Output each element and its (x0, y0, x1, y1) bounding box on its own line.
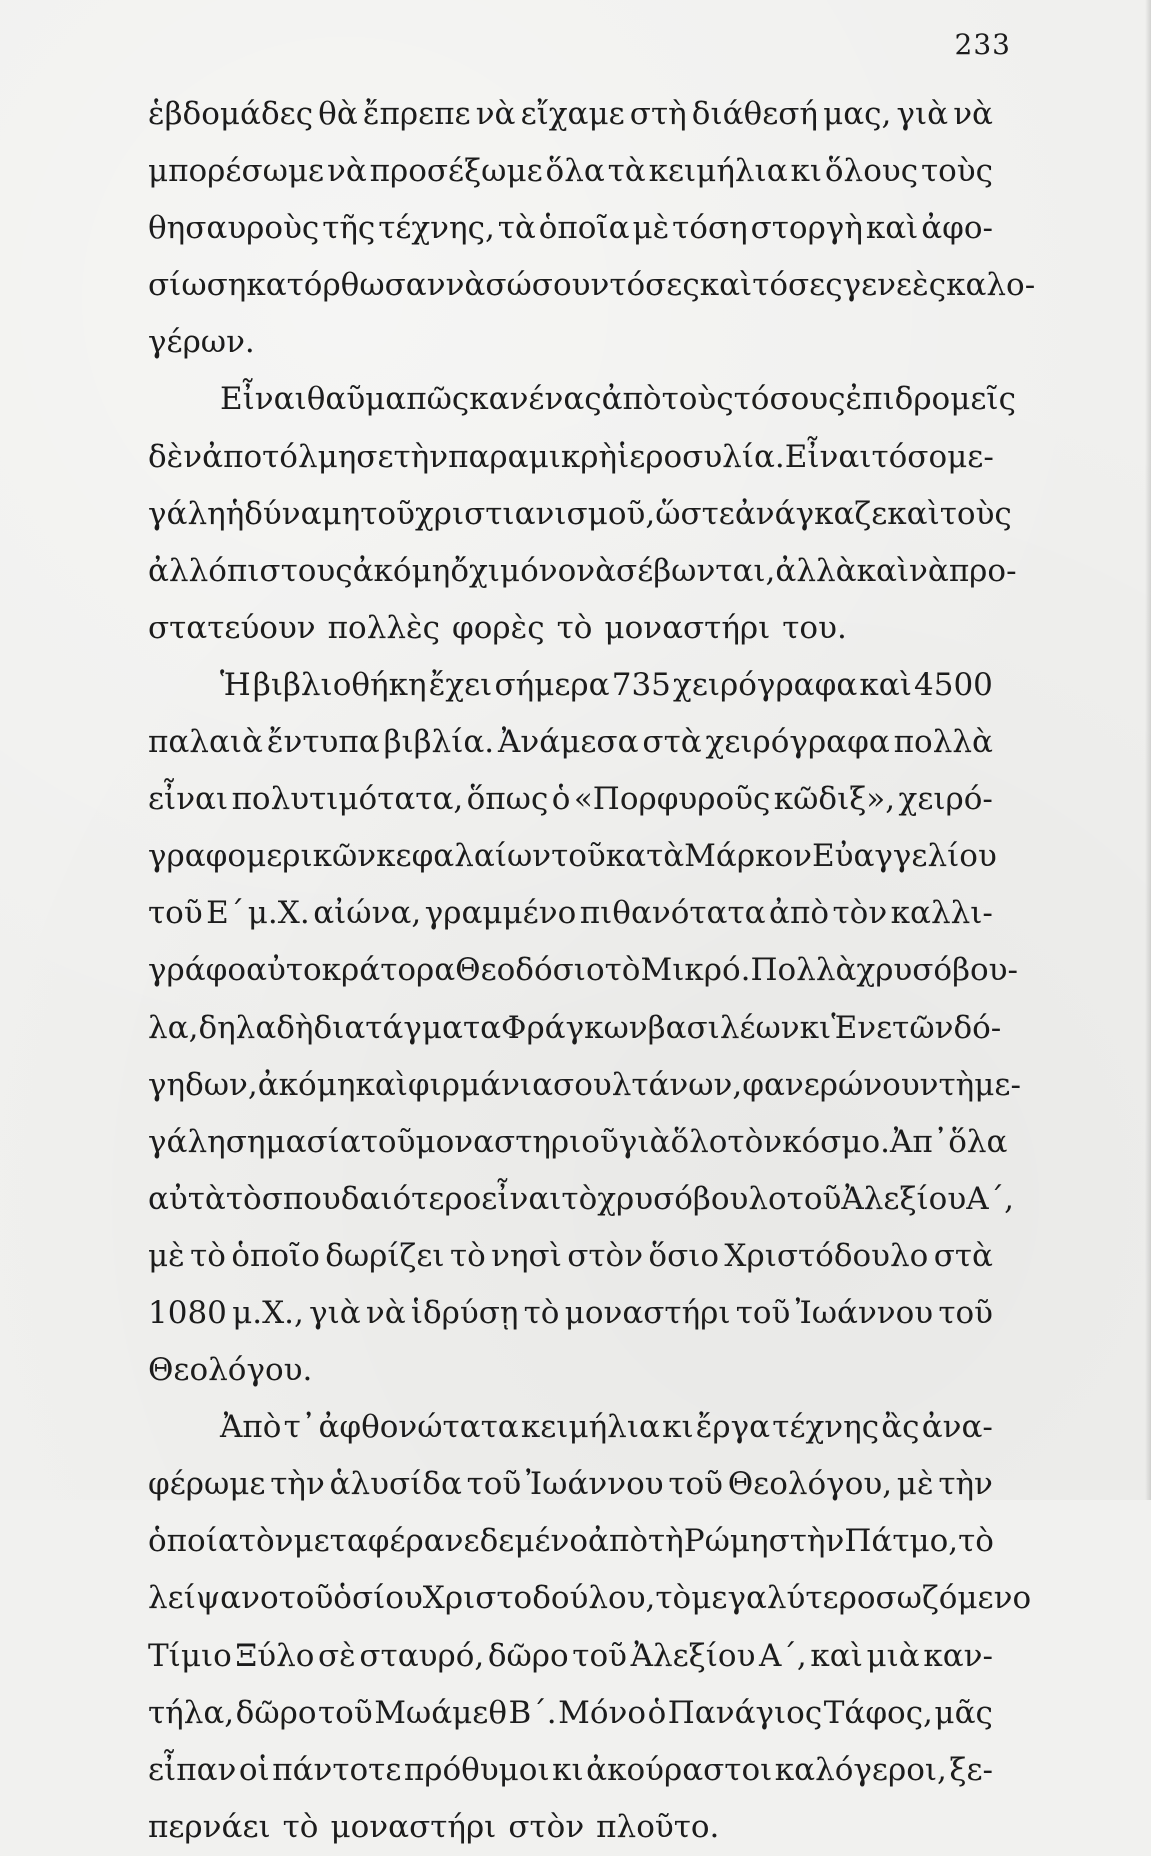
word: βιβλιοθήκη (252, 666, 427, 703)
word: τοῦ (278, 1580, 334, 1617)
word: ἂς (881, 1409, 920, 1446)
word: αὐτὰ (148, 1180, 226, 1217)
word: μὲ (896, 1466, 934, 1503)
word: τὴ (938, 1066, 975, 1103)
word: ὅλους (824, 153, 919, 190)
text-line (148, 543, 1017, 600)
word: Ξύλο (235, 1637, 315, 1674)
word: προ- (948, 552, 1017, 589)
word: «Πορφυροῦς (573, 781, 771, 818)
word: μοναστήρι (564, 1294, 731, 1331)
word: θαῦμα (306, 381, 407, 418)
word: σήμερα (494, 666, 610, 703)
text-line (148, 1228, 993, 1285)
word: ὄχι (450, 552, 500, 589)
word: τὸν (238, 1523, 294, 1560)
word: τοῦ (668, 1466, 723, 1503)
word: χειρό- (898, 781, 993, 818)
text-line (148, 885, 993, 942)
word: Ἀνάμεσα (498, 724, 639, 761)
word: τὴν (393, 438, 449, 475)
word: γενεὲς (842, 267, 947, 304)
body-text (148, 86, 1036, 1856)
word: ἀφο- (921, 210, 993, 247)
word: κι (790, 153, 823, 190)
word: γάλη (148, 495, 226, 532)
word: Ρώμη (683, 1523, 769, 1560)
word: τὸ (958, 1523, 994, 1560)
word: γιὰ (309, 1294, 361, 1331)
word: στατεύουν (148, 609, 316, 646)
word: με- (947, 438, 994, 475)
word: ἡ (225, 495, 245, 532)
word: στὸν (567, 1237, 644, 1274)
word: τόσες (609, 267, 700, 304)
word: νὰ (445, 267, 486, 304)
word: τὸ (561, 1180, 598, 1217)
word: ἀλλὰ (775, 552, 857, 589)
word: κῶδιξ», (773, 781, 896, 818)
word: διάθεσή (691, 96, 818, 132)
word: Ἡ (220, 666, 251, 703)
word: αὐτοκράτορα (246, 952, 456, 989)
word: ὁποῖο (231, 1237, 320, 1274)
word: τοῦ (735, 1294, 791, 1331)
page-number: 233 (954, 28, 1011, 61)
word: πολλὲς (327, 609, 440, 646)
word: γραφο (148, 838, 247, 875)
word: ἱεροσυλία. (617, 438, 785, 475)
word: κι (662, 1409, 694, 1446)
word: Ἰωάννου (526, 1466, 664, 1503)
text-line (148, 1342, 993, 1399)
word: ὅσιο (648, 1237, 720, 1274)
word: καὶ (810, 1637, 863, 1674)
word: τοῦ (572, 1637, 627, 1674)
word: Εἶναι (220, 381, 307, 418)
word: ξε- (949, 1751, 993, 1788)
word: ἱδρύσῃ (410, 1294, 519, 1331)
text-line (148, 1570, 1032, 1627)
word: βιβλία. (383, 724, 495, 761)
page-edge-shadow (1145, 0, 1151, 1500)
word: τοῦ (786, 1180, 842, 1217)
word: χρυσόβου- (856, 952, 1018, 989)
word: ἀφθονώτατα (318, 1409, 519, 1446)
word: γέρων. (148, 324, 255, 361)
text-line (148, 771, 993, 828)
word: Θεοδόσιο (455, 952, 605, 989)
word: καὶ (887, 495, 940, 532)
word: κειμήλια (520, 1409, 660, 1446)
word: ὅλα (545, 153, 605, 190)
word: γάλη (148, 1123, 226, 1160)
text-line (148, 600, 993, 657)
word: μιὰ (866, 1637, 920, 1674)
word: τοῦ (466, 1466, 522, 1503)
word: ἔργα (695, 1409, 771, 1446)
word: ὅλο (670, 1123, 728, 1160)
word: τὸ (523, 1294, 560, 1331)
word: τήλα, (148, 1694, 235, 1731)
word: μερικῶν (246, 838, 377, 875)
word: νησὶ (491, 1237, 562, 1274)
word: σωζόμενο (875, 1580, 1032, 1617)
word: ἀνάγκαζε (734, 495, 888, 532)
word: ἀλλόπιστους (148, 552, 353, 589)
word: καὶ (859, 666, 912, 703)
word: τοὺς (661, 381, 734, 418)
word: δηλαδὴ (198, 1009, 314, 1046)
word: μόνο (499, 552, 577, 589)
word: τὰ (607, 153, 646, 190)
word: Α΄, (759, 1637, 807, 1674)
word: τοῦ (938, 1294, 993, 1331)
word: σίωση (148, 267, 247, 304)
word: βασιλέων (647, 1009, 800, 1046)
word: Ἀπ᾽ (889, 1123, 949, 1160)
word: χριστιανισμοῦ, (414, 495, 656, 532)
word: πρόθυμοι (403, 1751, 550, 1788)
word: 735 (611, 666, 671, 703)
word: με- (974, 1066, 1021, 1103)
word: νὰ (909, 552, 949, 589)
word: παραμικρὴ (448, 438, 618, 475)
word: μ.Χ. (247, 895, 310, 932)
word: αἰώνα, (313, 895, 422, 932)
word: τ᾽ (283, 1409, 317, 1446)
word: φορὲς (452, 609, 545, 646)
word: οἱ (238, 1751, 270, 1788)
word: πλοῦτο. (596, 1808, 720, 1845)
word: κι (552, 1751, 584, 1788)
word: καλο- (946, 267, 1036, 304)
word: ὁποῖα (538, 210, 630, 247)
word: τὸν (727, 1123, 783, 1160)
word: καὶ (355, 1066, 408, 1103)
word: σημασία (225, 1123, 361, 1160)
text-line (148, 1456, 993, 1513)
word: μ.Χ., (232, 1294, 304, 1331)
word: παλαιὰ (148, 724, 263, 761)
word: τόσο (871, 438, 948, 475)
text-line (148, 1171, 1014, 1228)
word: Πολλὰ (750, 952, 857, 989)
word: στὰ (933, 1237, 993, 1274)
text-line (148, 657, 993, 714)
word: θησαυροὺς (148, 210, 320, 247)
word: κειμήλια (648, 153, 788, 190)
word: ἔχει (428, 666, 493, 703)
word: τὸ (225, 1180, 262, 1217)
word: τὸ (556, 609, 593, 646)
word: κόσμο. (782, 1123, 890, 1160)
text-line (148, 1000, 1002, 1057)
word: λείψανο (148, 1580, 279, 1617)
word: ἀκόμη (257, 1066, 356, 1103)
word: δωρίζει (325, 1237, 445, 1274)
word: τὸν (832, 895, 888, 932)
text-line (148, 200, 993, 257)
text-line (148, 1057, 1021, 1114)
word: Τάφος, (823, 1694, 933, 1731)
word: ὥστε (655, 495, 735, 532)
text-line (148, 143, 993, 200)
word: ἀπὸ (588, 1523, 649, 1560)
word: τόση (672, 210, 748, 247)
word: φιρμάνια (407, 1066, 554, 1103)
word: Μάρκον (684, 838, 812, 875)
word: διατάγματα (313, 1009, 502, 1046)
word: Χριστοδούλου, (422, 1580, 656, 1617)
word: τοὺς (939, 495, 1012, 532)
word: γιὰ (896, 96, 949, 132)
word: 1080 (148, 1294, 227, 1331)
word: Χριστόδουλο (724, 1237, 929, 1274)
text-line (148, 486, 1012, 543)
word: Φράγκων (501, 1009, 648, 1046)
text-line (148, 1628, 993, 1685)
word: μας, (823, 96, 892, 132)
word: 4500 (914, 666, 993, 703)
word: τὸ (449, 1237, 486, 1274)
word: Ἰωάννου (795, 1294, 934, 1331)
word: εἶπαν (148, 1751, 237, 1788)
word: καὶ (865, 210, 919, 247)
word: καλλι- (890, 895, 993, 932)
word: Ἀπὸ (220, 1409, 282, 1446)
word: Μικρό. (640, 952, 751, 989)
word: μοναστηριοῦ (415, 1123, 619, 1160)
word: στὴ (629, 96, 687, 132)
word: σώσουν (485, 267, 610, 304)
word: λα, (148, 1009, 199, 1046)
word: τέχνης (772, 1409, 880, 1446)
word: κανένας (469, 381, 602, 418)
text-line (148, 714, 993, 771)
word: τὴν (938, 1466, 993, 1503)
word: νὰ (365, 1294, 406, 1331)
text-line (148, 1399, 993, 1456)
word: τὸ (655, 1580, 692, 1617)
word: τὴ (648, 1523, 684, 1560)
word: ἀπὸ (769, 895, 830, 932)
word: σουλτάνων, (553, 1066, 743, 1103)
word: πολυτιμότατα, (231, 781, 464, 818)
word: μᾶς (934, 1694, 993, 1731)
word: ὁσίου (333, 1580, 423, 1617)
word: κατὰ (605, 838, 685, 875)
word: ὅπως (466, 781, 549, 818)
word: γράφο (148, 952, 247, 989)
word: ἀποτόλμησε (202, 438, 394, 475)
word: τόσες (752, 267, 843, 304)
word: εἴχαμε (520, 96, 625, 132)
word: τὸ (282, 1808, 319, 1845)
word: φέρωμε (148, 1466, 266, 1503)
word: τοῦ (551, 838, 606, 875)
word: σὲ (317, 1637, 356, 1674)
word: στοργὴ (750, 210, 863, 247)
word: Θεολόγου. (148, 1352, 313, 1389)
text-line (148, 371, 1016, 428)
word: δὲν (148, 438, 203, 475)
word: Ἑνετῶν (831, 1009, 954, 1046)
word: ἀκόμη (352, 552, 451, 589)
word: τὴν (270, 1466, 325, 1503)
word: φανερώνουν (742, 1066, 939, 1103)
word: νὰ (326, 153, 367, 190)
word: θὰ (318, 96, 358, 132)
word: μεταφέρανε (293, 1523, 480, 1560)
word: ἑβδομάδες (148, 96, 314, 132)
word: πιθανότατα (579, 895, 766, 932)
word: Τίμιο (148, 1637, 232, 1674)
word: κεφαλαίων (376, 838, 552, 875)
word: τέχνης, (378, 210, 495, 247)
word: καὶ (856, 552, 910, 589)
text-line (148, 1513, 993, 1570)
word: μοναστήρι (604, 609, 771, 646)
word: μπορέσωμε (148, 153, 325, 190)
word: ὁ (551, 781, 571, 818)
word: δεμένο (479, 1523, 589, 1560)
word: πῶς (406, 381, 470, 418)
word: τὰ (497, 210, 536, 247)
word: μοναστήρι (330, 1808, 497, 1845)
text-line (148, 1685, 993, 1742)
word: Εἶναι (784, 438, 872, 475)
text-line (148, 257, 1036, 314)
word: γιὰ (618, 1123, 671, 1160)
word: Ε΄ (206, 895, 245, 932)
text-line (148, 942, 1018, 999)
word: σπουδαιότερο (261, 1180, 482, 1217)
text-line (148, 828, 997, 885)
word: εἶναι (481, 1180, 562, 1217)
word: προσέξωμε (369, 153, 543, 190)
word: Εὐαγγελίου (811, 838, 997, 875)
word: τοῦ (318, 1694, 373, 1731)
word: ὅλα (948, 1123, 1008, 1160)
word: καν- (923, 1637, 993, 1674)
word: δύναμη (244, 495, 361, 532)
word: νὰ (953, 96, 993, 132)
word: κι (799, 1009, 832, 1046)
word: ἀκούραστοι (586, 1751, 773, 1788)
word: ἁλυσίδα (329, 1466, 462, 1503)
text-line (148, 314, 993, 371)
word: νὰ (475, 96, 516, 132)
word: πολλὰ (893, 724, 993, 761)
word: μὲ (148, 1237, 185, 1274)
word: περνάει (148, 1808, 271, 1845)
word: Πανάγιος (667, 1694, 823, 1731)
text-line (148, 429, 993, 486)
word: τοὺς (920, 153, 993, 190)
word: εἶναι (148, 781, 229, 818)
word: τὸ (604, 952, 641, 989)
word: τὸ (190, 1237, 226, 1274)
word: Μωάμεθ (374, 1694, 508, 1731)
text-line (148, 1114, 1008, 1171)
word: χειρόγραφα (673, 666, 858, 703)
word: Α΄, (966, 1180, 1014, 1217)
word: δῶρο (487, 1637, 569, 1674)
word: Β΄. (508, 1694, 557, 1731)
word: Ἀλεξίου (630, 1637, 756, 1674)
word: χρυσόβουλο (597, 1180, 787, 1217)
word: γηδων, (148, 1066, 258, 1103)
word: στὰ (642, 724, 702, 761)
word: γραμμένο (424, 895, 577, 932)
word: σέβωνται, (616, 552, 776, 589)
word: μὲ (632, 210, 670, 247)
text-line (148, 1742, 993, 1799)
word: τόσους (733, 381, 846, 418)
word: του. (782, 609, 847, 646)
word: Θεολόγου, (727, 1466, 893, 1503)
text-line (148, 86, 993, 143)
text-line (148, 1799, 993, 1856)
word: Μόνο (558, 1694, 647, 1731)
word: ἀπὸ (601, 381, 662, 418)
word: ὁ (647, 1694, 667, 1731)
word: ἐπιδρομεῖς (845, 381, 1016, 418)
word: καλόγεροι, (774, 1751, 947, 1788)
word: σταυρό, (359, 1637, 485, 1674)
word: στὸν (508, 1808, 585, 1845)
text-line (148, 1285, 993, 1342)
word: στὴν (768, 1523, 845, 1560)
word: δό- (953, 1009, 1002, 1046)
word: κατόρθωσαν (246, 267, 446, 304)
word: ἔντυπα (266, 724, 380, 761)
word: μεγαλύτερο (691, 1580, 876, 1617)
word: δῶρο (235, 1694, 317, 1731)
word: ἀνα- (921, 1409, 993, 1446)
word: τῆς (322, 210, 376, 247)
word: πάντοτε (272, 1751, 402, 1788)
word: χειρόγραφα (705, 724, 890, 761)
word: Ἀλεξίου (841, 1180, 967, 1217)
word: νὰ (576, 552, 617, 589)
word: τοῦ (360, 495, 415, 532)
word: τοῦ (360, 1123, 416, 1160)
word: ὁποία (148, 1523, 239, 1560)
word: τοῦ (148, 895, 203, 932)
word: καὶ (699, 267, 753, 304)
word: Πάτμο, (844, 1523, 959, 1560)
word: ἔπρεπε (362, 96, 471, 132)
